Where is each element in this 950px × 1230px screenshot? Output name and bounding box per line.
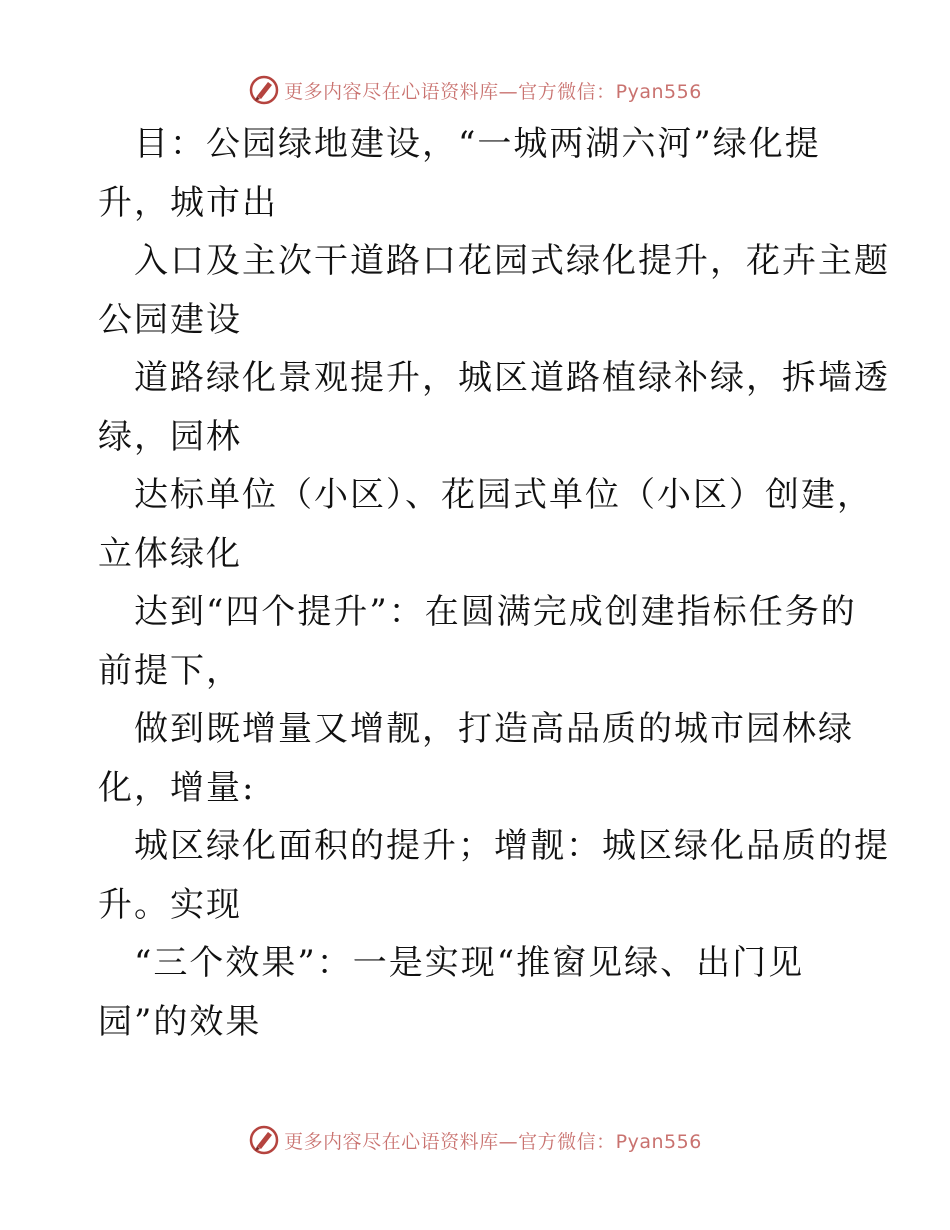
pen-logo-icon <box>248 1124 280 1156</box>
text-line: 入口及主次干道路口花园式绿化提升，花卉主题 <box>134 241 890 281</box>
text-line: 前提下， <box>98 650 242 691</box>
header-banner <box>0 70 950 110</box>
pen-logo-icon <box>248 74 280 106</box>
text-line: 升。实现 <box>98 884 242 925</box>
text-line: 达标单位（小区）、花园式单位（小区）创建， <box>134 475 873 515</box>
text-line: 达到“四个提升”：在圆满完成创建指标任务的 <box>134 592 857 632</box>
text-line: 绿，园林 <box>98 416 242 457</box>
text-line: 目：公园绿地建设，“一城两湖六河”绿化提 <box>134 124 821 164</box>
footer-banner <box>0 1120 950 1160</box>
text-line: 道路绿化景观提升，城区道路植绿补绿，拆墙透 <box>134 358 890 398</box>
text-line: 立体绿化 <box>98 533 242 574</box>
text-line: 公园建设 <box>98 299 242 340</box>
text-line: 升，城市出 <box>98 182 278 223</box>
text-line: 城区绿化面积的提升；增靓：城区绿化品质的提 <box>134 826 890 866</box>
text-line: “三个效果”：一是实现“推窗见绿、出门见 <box>134 943 805 983</box>
text-line: 化，增量: <box>98 767 256 808</box>
header-text: 更多内容尽在心语资料库—官方微信：Pyan556 <box>284 80 702 103</box>
text-line: 做到既增量又增靓，打造高品质的城市园林绿 <box>134 709 854 749</box>
footer-text: 更多内容尽在心语资料库—官方微信：Pyan556 <box>284 1130 702 1153</box>
text-line: 园”的效果 <box>98 1001 262 1042</box>
document-body <box>98 115 890 1051</box>
